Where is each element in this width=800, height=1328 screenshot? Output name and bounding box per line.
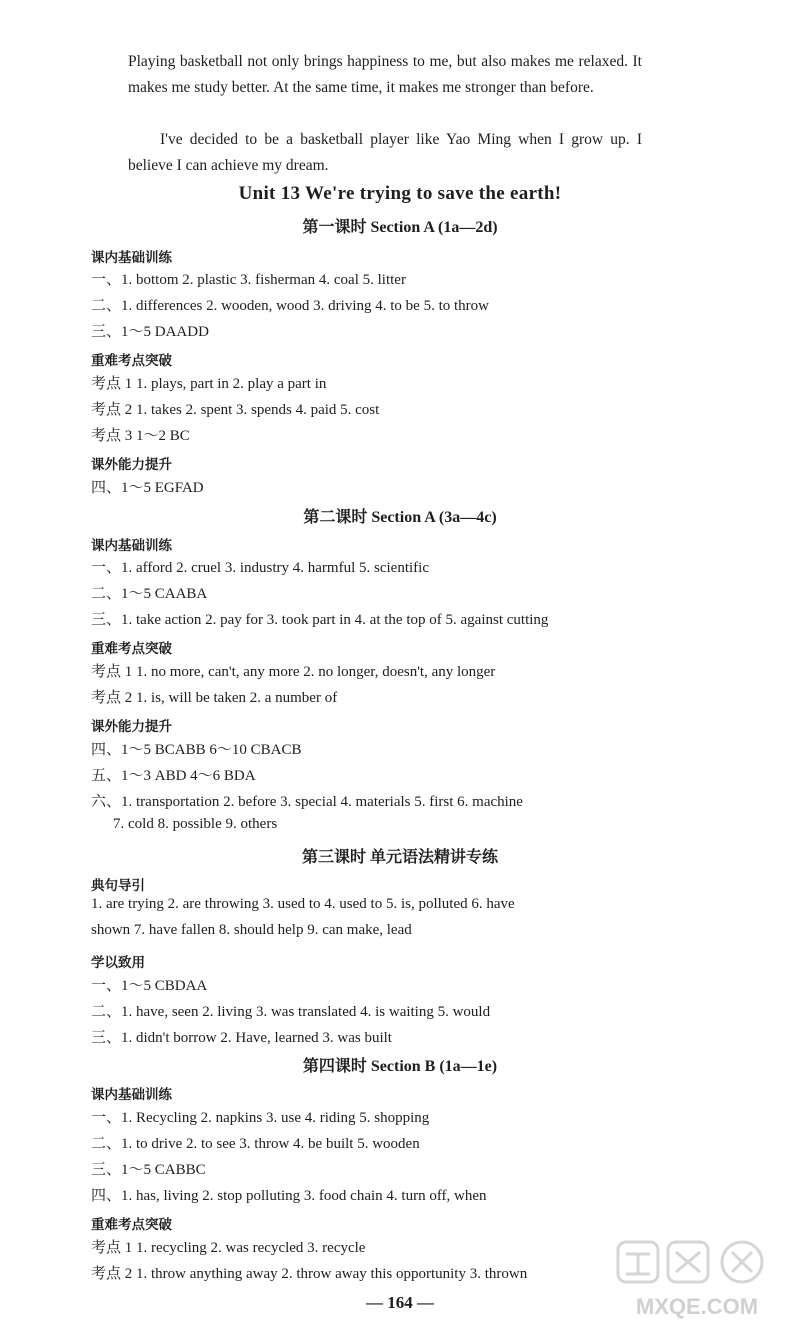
lesson-3-answer-line: 二、1. have, seen 2. living 3. was translated 4. is waiting 5. would (91, 1004, 491, 1020)
lesson-1-heading-key-points: 重难考点突破 (91, 353, 172, 369)
lesson-1-answer-line: 一、1. bottom 2. plastic 3. fisherman 4. coal 5. litter (91, 272, 406, 288)
lesson-2-answer-line: 六、1. transportation 2. before 3. special 4. materials 5. first 6. machine (91, 794, 523, 810)
lesson-2-answer-line: 考点 2 1. is, will be taken 2. a number of (91, 690, 338, 706)
lesson-1-heading-basic: 课内基础训练 (91, 250, 172, 266)
lesson-3-heading-practice: 学以致用 (91, 955, 145, 971)
lesson-2-answer-line: 五、1～3 ABD 4～6 BDA (91, 768, 256, 784)
lesson-3-answer-line: 一、1～5 CBDAA (91, 978, 208, 994)
lesson-2-answer-line: 考点 1 1. no more, can't, any more 2. no longer, doesn't, any longer (91, 664, 496, 680)
lesson-2-answer-line: 四、1～5 BCABB 6～10 CBACB (91, 742, 302, 758)
lesson-1-answer-line: 二、1. differences 2. wooden, wood 3. driving 4. to be 5. to throw (91, 298, 489, 314)
lesson-4-answer-line: 三、1～5 CABBC (91, 1162, 206, 1178)
lesson-3-answer-line: shown 7. have fallen 8. should help 9. can make, lead (91, 922, 412, 938)
lesson-2-answer-line: 7. cold 8. possible 9. others (113, 816, 278, 832)
lesson-4-title: 第四课时 Section B (1a—1e) (302, 1058, 498, 1075)
lesson-4-answer-line: 考点 1 1. recycling 2. was recycled 3. recycle (91, 1240, 366, 1256)
lesson-1-title: 第一课时 Section A (1a—2d) (302, 219, 498, 236)
unit-title: Unit 13 We're trying to save the earth! (238, 183, 562, 204)
lesson-1-answer-line: 考点 1 1. plays, part in 2. play a part in (91, 376, 327, 392)
intro-paragraph-1: Playing basketball not only brings happiness to me, but also makes me relaxed. It makes me study better. At the same time, it makes me stronger than before. (128, 53, 642, 96)
lesson-2-heading-extension: 课外能力提升 (91, 719, 172, 735)
lesson-4-answer-line: 考点 2 1. throw anything away 2. throw away this opportunity 3. thrown (91, 1266, 528, 1282)
watermark-logo-icon (612, 1238, 782, 1322)
lesson-1-answer-line: 三、1～5 DAADD (91, 324, 209, 340)
lesson-2-answer-line: 三、1. take action 2. pay for 3. took part in 4. at the top of 5. against cutting (91, 612, 549, 628)
lesson-4-answer-line: 二、1. to drive 2. to see 3. throw 4. be built 5. wooden (91, 1136, 420, 1152)
lesson-3-title: 第三课时 单元语法精讲专练 (301, 849, 498, 866)
lesson-4-answer-line: 四、1. has, living 2. stop polluting 3. food chain 4. turn off, when (91, 1188, 487, 1204)
intro-paragraph-2: I've decided to be a basketball player like Yao Ming when I grow up. I believe I can achieve my dream. (128, 131, 642, 174)
lesson-1-heading-extension: 课外能力提升 (91, 457, 172, 473)
lesson-3-answer-line: 1. are trying 2. are throwing 3. used to 4. used to 5. is, polluted 6. have (91, 896, 515, 912)
lesson-2-answer-line: 一、1. afford 2. cruel 3. industry 4. harmful 5. scientific (91, 560, 429, 576)
page-number: — 164 — (366, 1293, 434, 1312)
lesson-2-title: 第二课时 Section A (3a—4c) (303, 509, 497, 526)
lesson-3-answer-line: 三、1. didn't borrow 2. Have, learned 3. was built (91, 1030, 392, 1046)
lesson-1-answer-line: 考点 3 1～2 BC (91, 428, 190, 444)
lesson-4-heading-basic: 课内基础训练 (91, 1087, 172, 1103)
watermark-text: MXQE.COM (635, 1294, 759, 1319)
lesson-2-answer-line: 二、1～5 CAABA (91, 586, 208, 602)
lesson-4-answer-line: 一、1. Recycling 2. napkins 3. use 4. riding 5. shopping (91, 1110, 430, 1126)
lesson-2-heading-key-points: 重难考点突破 (91, 641, 172, 657)
lesson-1-answer-line: 四、1～5 EGFAD (91, 480, 204, 496)
lesson-1-answer-line: 考点 2 1. takes 2. spent 3. spends 4. paid 5. cost (91, 402, 380, 418)
lesson-3-heading-model-sentences: 典句导引 (91, 878, 145, 894)
lesson-2-heading-basic: 课内基础训练 (91, 538, 172, 554)
lesson-4-heading-key-points: 重难考点突破 (91, 1217, 172, 1233)
